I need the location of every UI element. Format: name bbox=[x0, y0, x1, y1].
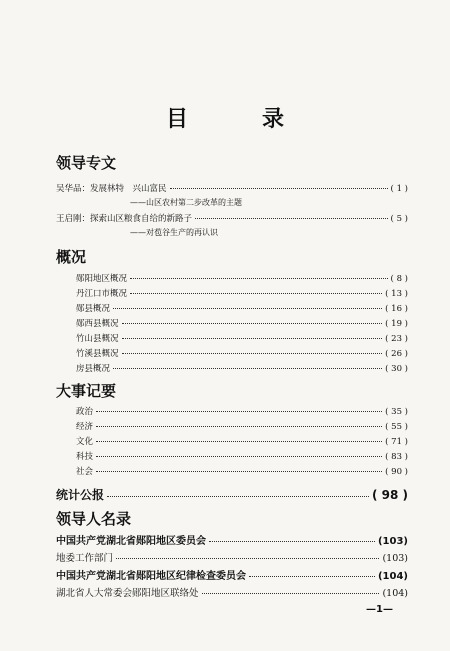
toc-entry-stats[interactable] bbox=[56, 486, 408, 503]
dot-leader bbox=[195, 218, 388, 219]
toc-entry-page: ( 8 ) bbox=[390, 274, 408, 284]
dot-leader bbox=[209, 541, 375, 542]
toc-entry-title: 政治 bbox=[76, 407, 94, 417]
toc-entry[interactable] bbox=[76, 420, 408, 432]
toc-entry[interactable] bbox=[76, 272, 408, 284]
toc-entry[interactable] bbox=[76, 302, 408, 314]
toc-entry-title: 湖北省人大常委会郧阳地区联络处 bbox=[56, 588, 199, 599]
toc-entry-page: ( 1 ) bbox=[390, 184, 408, 194]
toc-entry-title: 王启刚：探索山区粮食自给的新路子 bbox=[56, 214, 193, 224]
toc-entry-title: 房县概况 bbox=[76, 364, 111, 374]
toc-entry-title: 丹江口市概况 bbox=[76, 289, 128, 299]
toc-entry[interactable] bbox=[76, 450, 408, 462]
toc-entry-page: ( 19 ) bbox=[385, 319, 408, 329]
toc-entry-page: (103) bbox=[377, 536, 408, 547]
toc-entry[interactable] bbox=[56, 212, 408, 224]
toc-entry-title: 文化 bbox=[76, 437, 94, 447]
toc-entry-page: ( 71 ) bbox=[385, 437, 408, 447]
dot-leader bbox=[122, 353, 383, 354]
toc-entry-title: 郧县概况 bbox=[76, 304, 111, 314]
toc-entry-page: (104) bbox=[377, 571, 408, 582]
dot-leader bbox=[130, 278, 388, 279]
toc-entry-page: (103) bbox=[382, 553, 408, 564]
section-heading-personnel: 领导人名录 bbox=[56, 510, 132, 528]
toc-entry-title: 中国共产党湖北省郧阳地区委员会 bbox=[56, 536, 206, 547]
toc-entry-title: 郧西县概况 bbox=[76, 319, 119, 329]
dot-leader bbox=[96, 426, 382, 427]
toc-entry-page: ( 83 ) bbox=[385, 452, 408, 462]
toc-entry-title: 地委工作部门 bbox=[56, 553, 114, 564]
toc-entry-title: 社会 bbox=[76, 467, 94, 477]
toc-entry-title: 科技 bbox=[76, 452, 94, 462]
toc-entry-title: 吴华品：发展林特 兴山富民 bbox=[56, 184, 167, 194]
dot-leader bbox=[249, 576, 375, 577]
toc-entry-subtitle: ——对苞谷生产的再认识 bbox=[130, 228, 218, 237]
section-heading-events: 大事记要 bbox=[56, 382, 117, 400]
page-number: —1— bbox=[366, 604, 393, 615]
toc-entry[interactable] bbox=[76, 465, 408, 477]
toc-entry-page: ( 35 ) bbox=[385, 407, 408, 417]
toc-entry[interactable] bbox=[76, 332, 408, 344]
section-heading-overview: 概况 bbox=[56, 248, 87, 266]
toc-entry[interactable] bbox=[56, 550, 408, 564]
dot-leader bbox=[96, 411, 382, 412]
toc-entry-page: ( 98 ) bbox=[371, 488, 408, 502]
dot-leader bbox=[113, 368, 382, 369]
dot-leader bbox=[130, 293, 382, 294]
page-title: 目 录 bbox=[165, 107, 310, 132]
toc-entry-page: ( 23 ) bbox=[385, 334, 408, 344]
toc-entry-title: 统计公报 bbox=[56, 488, 105, 502]
toc-entry-page: ( 55 ) bbox=[385, 422, 408, 432]
dot-leader bbox=[122, 338, 383, 339]
dot-leader bbox=[96, 471, 382, 472]
toc-entry-title: 郧阳地区概况 bbox=[76, 274, 128, 284]
dot-leader bbox=[116, 558, 379, 559]
toc-entry-title: 经济 bbox=[76, 422, 94, 432]
toc-entry[interactable] bbox=[76, 347, 408, 359]
toc-entry-page: ( 90 ) bbox=[385, 467, 408, 477]
dot-leader bbox=[202, 593, 380, 594]
toc-entry[interactable] bbox=[56, 182, 408, 194]
toc-entry-page: ( 5 ) bbox=[390, 214, 408, 224]
toc-entry-subtitle: ——山区农村第二步改革的主题 bbox=[130, 198, 242, 207]
dot-leader bbox=[170, 188, 388, 189]
toc-entry-title: 竹溪县概况 bbox=[76, 349, 119, 359]
toc-entry-title: 竹山县概况 bbox=[76, 334, 119, 344]
dot-leader bbox=[113, 308, 382, 309]
toc-entry[interactable] bbox=[76, 405, 408, 417]
toc-entry[interactable] bbox=[76, 362, 408, 374]
toc-entry-page: (104) bbox=[382, 588, 408, 599]
dot-leader bbox=[96, 456, 382, 457]
toc-entry-title: 中国共产党湖北省郧阳地区纪律检查委员会 bbox=[56, 571, 246, 582]
dot-leader bbox=[107, 496, 369, 497]
toc-entry[interactable] bbox=[56, 585, 408, 599]
toc-entry[interactable] bbox=[76, 287, 408, 299]
toc-entry[interactable] bbox=[56, 532, 408, 547]
toc-entry-page: ( 16 ) bbox=[385, 304, 408, 314]
dot-leader bbox=[96, 441, 382, 442]
toc-entry[interactable] bbox=[56, 567, 408, 582]
toc-entry[interactable] bbox=[76, 435, 408, 447]
section-heading-leader: 领导专文 bbox=[56, 154, 117, 172]
toc-entry-page: ( 30 ) bbox=[385, 364, 408, 374]
toc-entry-page: ( 13 ) bbox=[385, 289, 408, 299]
dot-leader bbox=[122, 323, 383, 324]
toc-entry[interactable] bbox=[76, 317, 408, 329]
toc-entry-page: ( 26 ) bbox=[385, 349, 408, 359]
